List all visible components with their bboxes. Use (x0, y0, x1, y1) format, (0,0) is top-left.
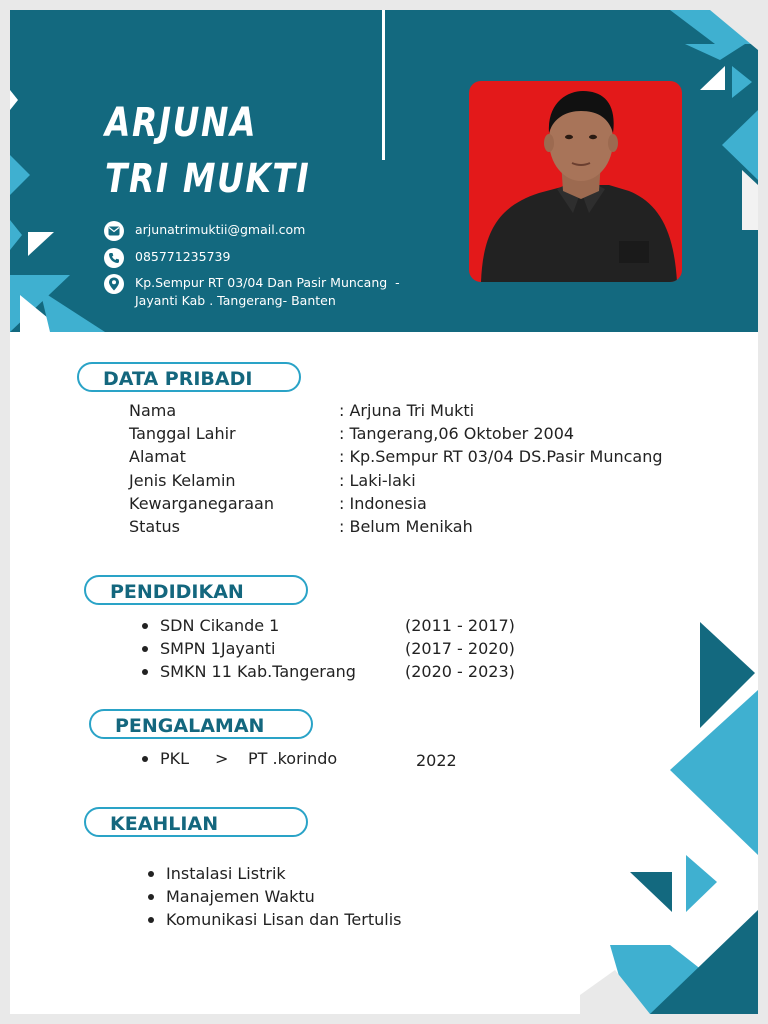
section-title-data-pribadi: DATA PRIBADI (77, 362, 301, 392)
list-item (138, 747, 457, 770)
school-name: SMKN 11 Kab.Tangerang (160, 662, 356, 681)
school-years: (2020 - 2023) (405, 662, 515, 681)
row-value: : Indonesia (339, 493, 427, 513)
skills-list (144, 862, 401, 931)
row-value: : Tangerang,06 Oktober 2004 (339, 424, 575, 444)
phone-icon (104, 248, 124, 268)
person-portrait-icon (469, 81, 682, 282)
location-pin-icon (104, 274, 124, 294)
school-name: SMPN 1Jayanti (160, 639, 276, 658)
row-value: : Arjuna Tri Mukti (339, 401, 475, 420)
candidate-name (105, 95, 310, 207)
resume-page (10, 10, 758, 1014)
header-divider (382, 10, 385, 160)
row-value: : Belum Menikah (339, 516, 473, 536)
row-label: Tanggal Lahir (129, 424, 236, 444)
email-text: arjunatrimuktii@gmail.com (135, 222, 306, 237)
first-name: ARJUNA (105, 100, 258, 146)
experience-list (138, 747, 457, 770)
address-line-1: Kp.Sempur RT 03/04 Dan Pasir Muncang - (135, 275, 400, 290)
row-value: : Kp.Sempur RT 03/04 DS.Pasir Muncang (339, 447, 663, 467)
list-item: Instalasi Listrik (144, 862, 401, 885)
contact-address (104, 274, 400, 310)
row-label: Kewarganegaraan (129, 493, 274, 513)
personal-row-alamat (129, 445, 663, 468)
last-name: TRI MUKTI (105, 156, 311, 202)
school-name: SDN Cikande 1 (160, 616, 280, 635)
phone-text: 085771235739 (135, 249, 231, 264)
personal-row-kewarganegaraan (129, 492, 663, 515)
row-label: Alamat (129, 447, 186, 467)
profile-photo (469, 81, 682, 282)
contact-email (104, 221, 305, 241)
list-item (138, 660, 515, 683)
experience-arrow: > (215, 749, 229, 768)
experience-type: PKL (160, 749, 190, 768)
personal-row-nama (129, 399, 663, 422)
section-title-pengalaman: PENGALAMAN (89, 709, 313, 739)
experience-year: 2022 (416, 751, 457, 770)
row-value: : Laki-laki (339, 470, 416, 490)
list-item (138, 614, 515, 637)
contact-phone (104, 248, 230, 268)
personal-row-jenis-kelamin (129, 469, 663, 492)
row-label: Nama (129, 401, 177, 420)
personal-data-table (129, 399, 663, 538)
school-years: (2017 - 2020) (405, 639, 515, 658)
header-banner (10, 10, 758, 332)
list-item: Komunikasi Lisan dan Tertulis (144, 908, 401, 931)
row-label: Status (129, 516, 180, 536)
list-item (138, 637, 515, 660)
section-title-keahlian: KEAHLIAN (84, 807, 308, 837)
address-line-2: Jayanti Kab . Tangerang- Banten (135, 293, 336, 308)
experience-company: PT .korindo (248, 749, 338, 768)
education-list (138, 614, 515, 683)
row-label: Jenis Kelamin (129, 470, 236, 490)
list-item: Manajemen Waktu (144, 885, 401, 908)
envelope-icon (104, 221, 124, 241)
section-title-pendidikan: PENDIDIKAN (84, 575, 308, 605)
personal-row-tanggal-lahir (129, 422, 663, 445)
personal-row-status (129, 515, 663, 538)
school-years: (2011 - 2017) (405, 616, 515, 635)
